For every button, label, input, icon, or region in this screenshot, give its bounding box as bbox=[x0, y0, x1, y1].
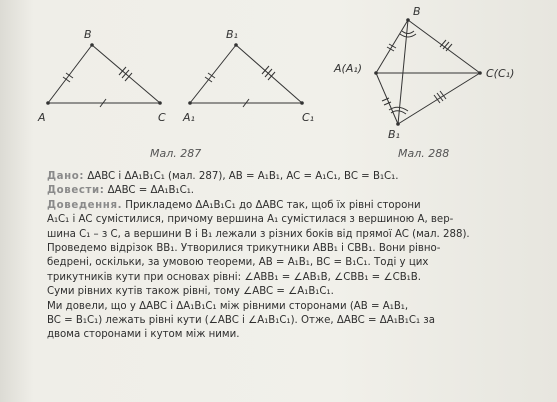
label-b: B bbox=[84, 28, 92, 41]
proof-line-4: Проведемо відрізок BB₁. Утворилися трикутники ABB₁ і CBB₁. Вони рівно- bbox=[47, 243, 441, 255]
caption-fig-287: Мал. 287 bbox=[150, 147, 202, 160]
triangle-abc bbox=[48, 45, 160, 107]
triangle-abc-vertices bbox=[46, 43, 162, 105]
given-line bbox=[47, 170, 547, 184]
proof-line-1-keyword: Доведення. bbox=[47, 199, 123, 211]
triangle-a1b1c1-vertices bbox=[188, 43, 304, 105]
triangle-a1b1c1 bbox=[190, 45, 302, 107]
proof-line-2: A₁C₁ і AC сумістилися, причому вершина A₁ сумістилася з вершиною A, вер- bbox=[47, 214, 454, 226]
label-kite-b1: B₁ bbox=[388, 128, 400, 141]
label-a: A bbox=[38, 111, 46, 124]
proof-text bbox=[47, 170, 547, 343]
to-prove-line-keyword: Довести: bbox=[47, 185, 105, 197]
proof-line-6: трикутників кути при основах рівні: ∠ABB₁ = ∠AB₁B, ∠CBB₁ = ∠CB₁B. bbox=[47, 271, 421, 283]
given-keyword: Дано: bbox=[47, 171, 85, 182]
proof-line-10: двома сторонами і кутом між ними. bbox=[47, 329, 240, 341]
label-a1: A₁ bbox=[183, 111, 195, 124]
proof-line-9: BC = B₁C₁) лежать рівні кути (∠ABC і ∠A₁B₁C₁). Отже, ΔABC = ΔA₁B₁C₁ за bbox=[47, 315, 435, 327]
kite-figure bbox=[376, 20, 480, 124]
to-prove-line: Довести: ΔABC = ΔA₁B₁C₁. bbox=[47, 185, 195, 197]
label-b1: B₁ bbox=[226, 28, 238, 41]
proof-line-7: Суми рівних кутів також рівні, тому ∠ABC = ∠A₁B₁C₁. bbox=[47, 286, 334, 298]
label-kite-c-c1: C(C₁) bbox=[486, 67, 515, 80]
label-c1: C₁ bbox=[302, 111, 315, 124]
caption-fig-288: Мал. 288 bbox=[398, 147, 450, 160]
proof-line-1: Доведення. Прикладемо ΔA₁B₁C₁ до ΔABC так, щоб їх рівні сторони bbox=[47, 199, 421, 211]
label-kite-b: B bbox=[413, 5, 421, 18]
geometry-figures bbox=[0, 0, 557, 170]
label-kite-a-a1: A(A₁) bbox=[334, 62, 363, 75]
proof-line-8: Ми довели, що у ΔABC і ΔA₁B₁C₁ між рівними сторонами (AB = A₁B₁, bbox=[47, 300, 409, 312]
proof-line-3: шина C₁ – з C, а вершини B і B₁ лежали з різних боків від прямої AC (мал. 288). bbox=[47, 228, 470, 240]
proof-line-5: бедрені, оскільки, за умовою теореми, AB = A₁B₁, BC = B₁C₁. Тоді у цих bbox=[47, 257, 429, 269]
given-text: ΔABC і ΔA₁B₁C₁ (мал. 287), AB = A₁B₁, AC = A₁C₁, BC = B₁C₁. bbox=[87, 171, 399, 182]
label-c: C bbox=[158, 111, 166, 124]
